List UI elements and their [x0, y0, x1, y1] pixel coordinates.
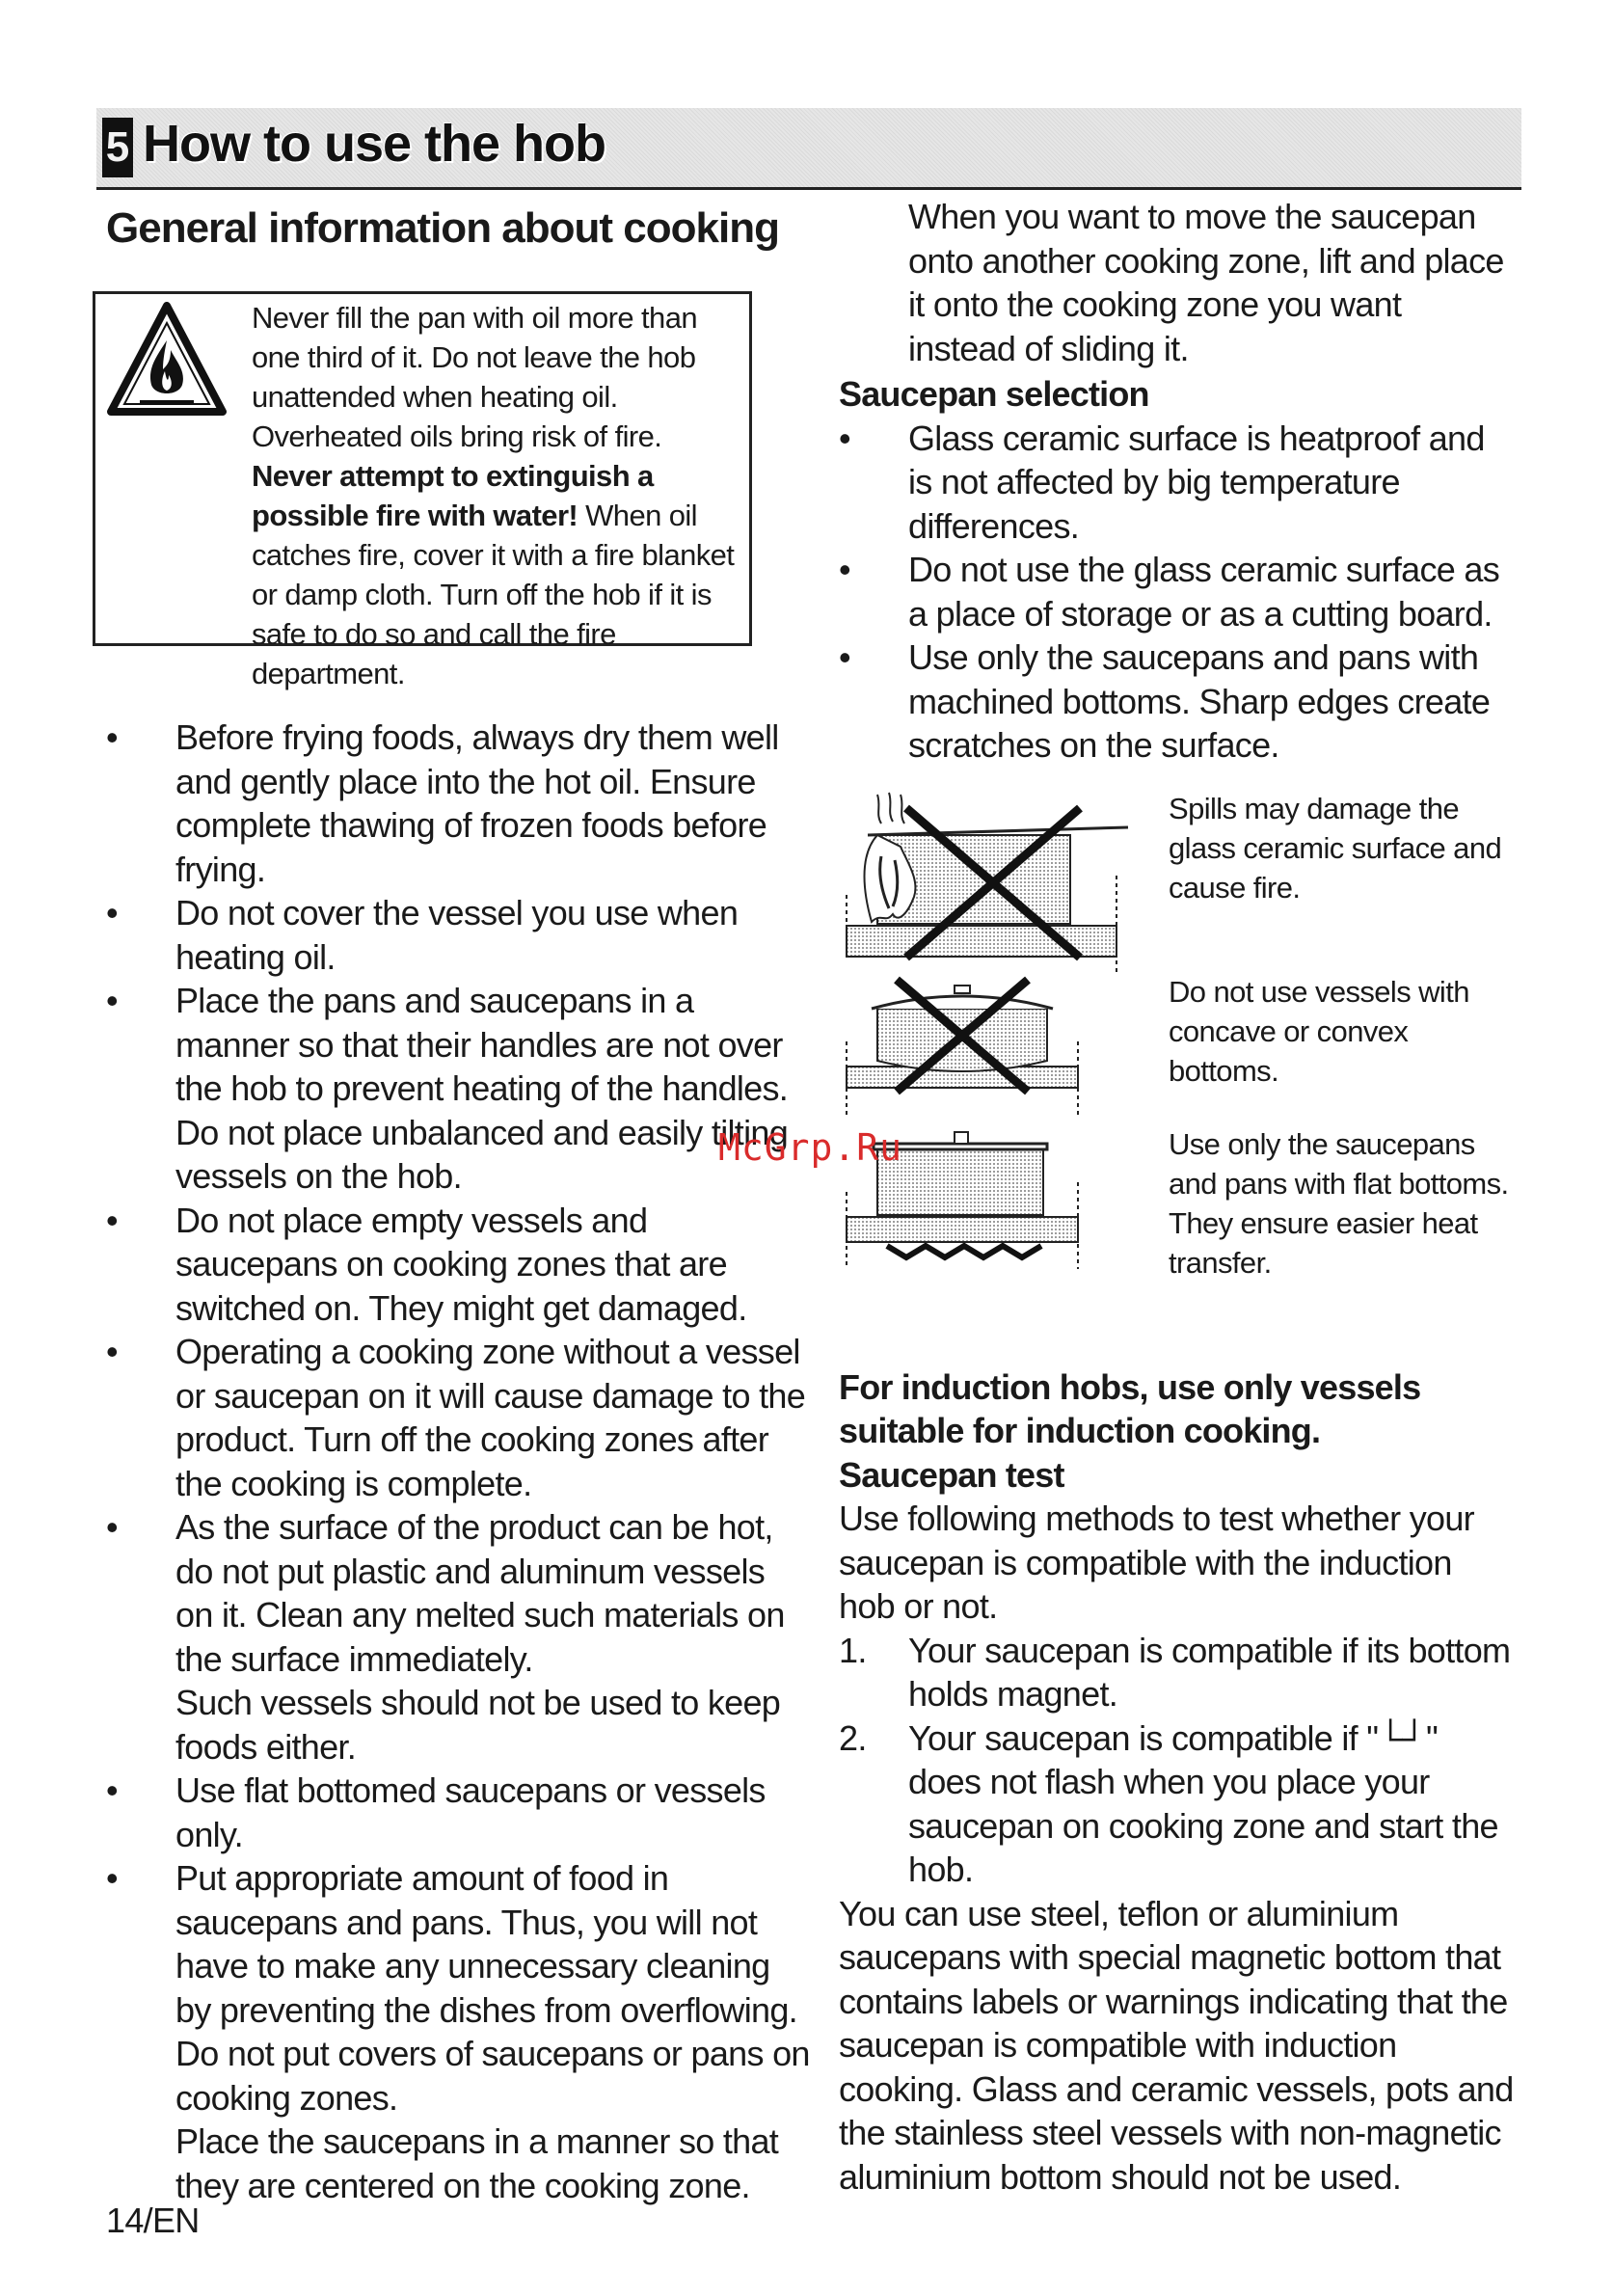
left-column	[106, 204, 810, 2205]
saucepan-test-intro: Use following methods to test whether your saucepan is compatible with the induction hob or not.	[839, 1499, 1474, 1626]
warning-text	[252, 298, 741, 693]
list-item: • Do not use the glass ceramic surface as a place of storage or as a cutting board.	[839, 548, 1514, 635]
saucepan-test-title: Saucepan test	[839, 1454, 1064, 1495]
induction-title: For induction hobs, use only vessels suitable for induction cooking.	[839, 1366, 1421, 1450]
list-item	[839, 1716, 1514, 1892]
chapter-header	[96, 108, 1521, 190]
list-item: • Use only the saucepans and pans with machined bottoms. Sharp edges create scratches on the surface.	[839, 635, 1514, 768]
fire-warning-icon	[107, 302, 227, 418]
warning-text-bold: Never attempt to extinguish a possible fire with water!	[252, 459, 654, 532]
step-number: 1.	[839, 1630, 867, 1670]
saucepan-figures	[839, 789, 1514, 1329]
step-text-after: " does not flash when you place your saucepan on cooking zone and start the hob.	[908, 1717, 1498, 1889]
list-item: • Place the pans and saucepans in a manner so that their handles are not over the hob to prevent heating of the handles. Do not place unbalanced and easily tilting vessels on the hob.	[106, 979, 810, 1199]
list-item	[839, 1629, 1514, 1716]
figure-caption: Use only the saucepans and pans with flat bottoms. They ensure easier heat transfer.	[1169, 1126, 1509, 1280]
list-item: • Do not cover the vessel you use when heating oil.	[106, 891, 810, 979]
warning-text-2: When oil catches fire, cover it with a fire blanket or damp cloth. Turn off the hob if it is safe to do so and call the fire department.	[252, 499, 735, 690]
section-title: General information about cooking	[106, 204, 779, 252]
move-saucepan-text: When you want to move the saucepan onto another cooking zone, lift and place it onto the cooking zone you want instead of sliding it.	[908, 197, 1504, 368]
list-item	[106, 1856, 810, 2207]
figure-caption: Do not use vessels with concave or convex bottoms.	[1169, 974, 1469, 1088]
list-item-text: Put appropriate amount of food in saucepans and pans. Thus, you will not have to make any unnecessary cleaning by preventing the dishes from overflowing.	[175, 1858, 797, 2030]
chapter-number: 5	[102, 118, 133, 177]
closing-text: You can use steel, teflon or aluminium saucepans with special magnetic bottom that contains labels or warnings indicating that the saucepan is compatible with induction cooking. Glass and ceramic vessels, pots and the stainless steel vessels with non-magnetic aluminium bottom should not be used.	[839, 1893, 1514, 2197]
list-item-text: As the surface of the product can be hot, do not put plastic and aluminum vessels on it. Clean any melted such materials on the surface immediately.	[175, 1507, 785, 1679]
cooking-tips-list	[106, 716, 810, 2207]
list-item: • Operating a cooking zone without a vessel or saucepan on it will cause damage to the product. Turn off the cooking zones after the cooking is complete.	[106, 1330, 810, 1505]
list-item: • Glass ceramic surface is heatproof and is not affected by big temperature differences.	[839, 417, 1514, 549]
saucepan-selection-list	[839, 417, 1514, 768]
right-column	[839, 195, 1514, 2199]
step-text: Your saucepan is compatible if its bottom holds magnet.	[908, 1630, 1511, 1714]
chapter-title: How to use the hob	[143, 115, 605, 173]
list-item: • Before frying foods, always dry them well and gently place into the hot oil. Ensure complete thawing of frozen foods before frying.	[106, 716, 810, 891]
saucepan-test-steps	[839, 1629, 1514, 1892]
list-item-extra: Place the saucepans in a manner so that they are centered on the cooking zone.	[175, 2121, 779, 2205]
warning-text-1: Never fill the pan with oil more than one third of it. Do not leave the hob unattended when heating oil. Overheated oils bring risk of fire.	[252, 301, 697, 453]
list-item: • Do not place empty vessels and saucepans on cooking zones that are switched on. They might get damaged.	[106, 1199, 810, 1331]
page-number: 14/EN	[106, 2201, 200, 2240]
no-pan-symbol-icon: └┘	[1378, 1717, 1426, 1758]
list-item: • Use flat bottomed saucepans or vessels only.	[106, 1769, 810, 1856]
watermark: McGrp.Ru	[718, 1126, 903, 1169]
fire-warning-box	[93, 291, 752, 690]
convex-pot-crossed-icon	[839, 974, 1147, 1119]
list-item	[106, 1505, 810, 1769]
list-item-extra: Do not put covers of saucepans or pans on cooking zones.	[175, 2034, 810, 2118]
figure-caption: Spills may damage the glass ceramic surface and cause fire.	[1169, 791, 1502, 905]
step-text-before: Your saucepan is compatible if "	[908, 1717, 1379, 1758]
step-number: 2.	[839, 1717, 867, 1758]
spill-pan-crossed-icon	[839, 789, 1147, 972]
saucepan-selection-title: Saucepan selection	[839, 374, 1149, 414]
list-item-extra: Such vessels should not be used to keep foods either.	[175, 1683, 781, 1767]
